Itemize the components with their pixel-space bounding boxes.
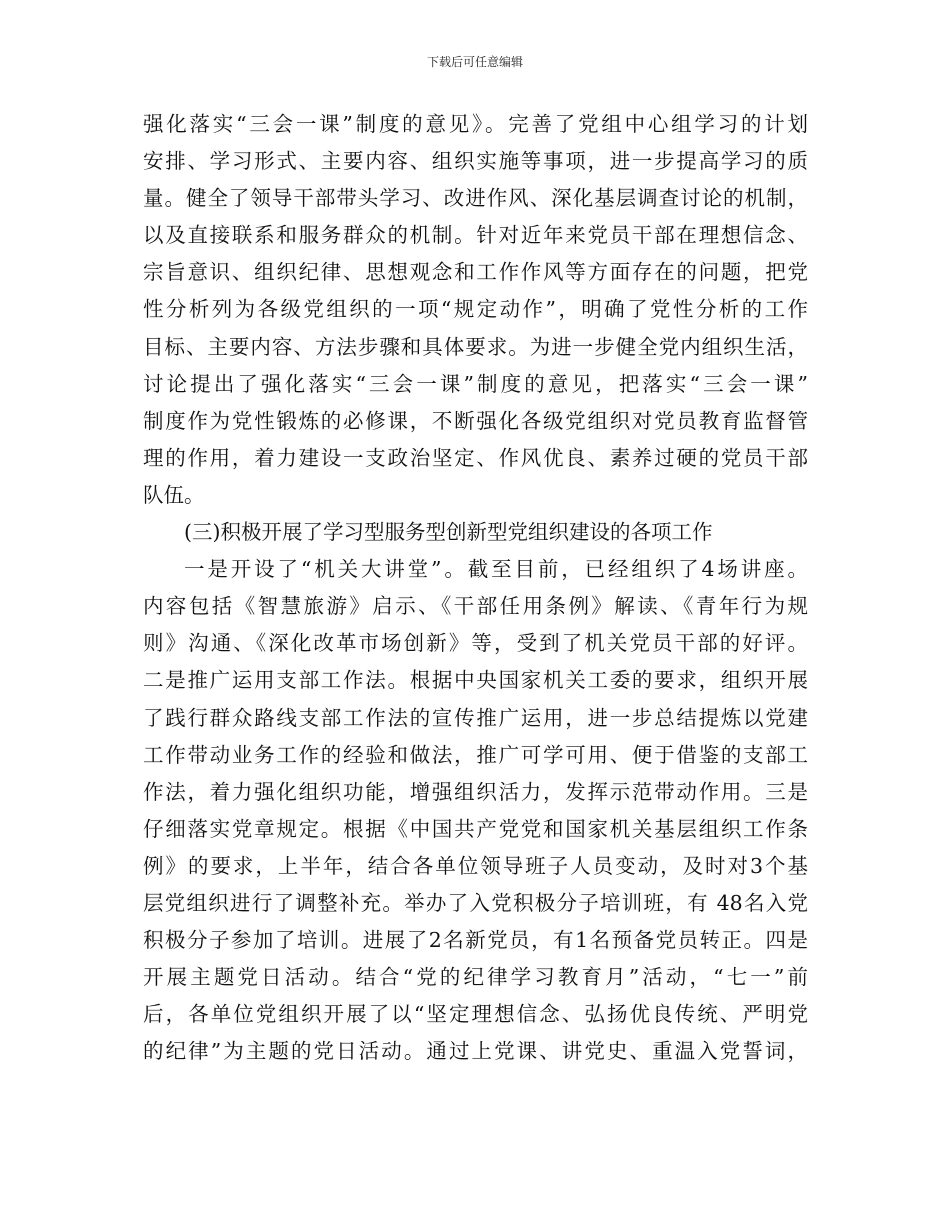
text-line: 以及直接联系和服务群众的机制。针对近年来党员干部在理想信念、 [143,223,808,248]
text-line: 一是开设了“机关大讲堂”。截至目前，已经组织了4场讲座。 [184,557,808,582]
text-line: 宗旨意识、组织纪律、思想观念和工作作风等方面存在的问题，把党 [143,260,808,285]
document-body [143,106,808,1070]
text-line: 则》沟通、《深化改革市场创新》等，受到了机关党员干部的好评。 [143,631,808,656]
text-line: 理的作用，着力建设一支政治坚定、作风优良、素养过硬的党员干部 [143,445,808,470]
text-line: 仔细落实党章规定。根据《中国共产党党和国家机关基层组织工作条 [143,816,808,841]
section-heading: (三)积极开展了学习型服务型创新型党组织建设的各项工作 [184,520,713,545]
text-line: 的纪律”为主题的党日活动。通过上党课、讲党史、重温入党誓词， [143,1039,808,1064]
text-line: 性分析列为各级党组织的一项“规定动作”，明确了党性分析的工作 [143,297,808,322]
text-line: 积极分子参加了培训。进展了2名新党员，有1名预备党员转正。四是 [143,928,808,953]
text-line: 工作带动业务工作的经验和做法，推广可学可用、便于借鉴的支部工 [143,742,808,767]
text-line: 了践行群众路线支部工作法的宣传推广运用，进一步总结提炼以党建 [143,705,808,730]
text-line: 量。健全了领导干部带头学习、改进作风、深化基层调查讨论的机制， [143,186,808,211]
text-line: 强化落实“三会一课”制度的意见》。完善了党组中心组学习的计划 [143,112,808,136]
text-line: 队伍。 [143,482,205,507]
text-line: 后，各单位党组织开展了以“坚定理想信念、弘扬优良传统、严明党 [143,1002,808,1027]
text-line: 安排、学习形式、主要内容、组织实施等事项，进一步提高学习的质 [143,149,808,174]
text-line: 制度作为党性锻炼的必修课，不断强化各级党组织对党员教育监督管 [143,408,808,433]
text-line: 作法，着力强化组织功能，增强组织活力，发挥示范带动作用。三是 [143,779,808,804]
text-line: 二是推广运用支部工作法。根据中央国家机关工委的要求，组织开展 [143,668,808,693]
text-line: 讨论提出了强化落实“三会一课”制度的意见，把落实“三会一课” [143,371,808,396]
text-line: 目标、主要内容、方法步骤和具体要求。为进一步健全党内组织生活， [143,334,808,359]
text-line: 开展主题党日活动。结合“党的纪律学习教育月”活动，“七一”前 [143,965,808,990]
text-line: 层党组织进行了调整补充。举办了入党积极分子培训班，有 48名入党 [143,890,808,915]
text-line: 内容包括《智慧旅游》启示、《干部任用条例》解读、《青年行为规 [143,594,808,619]
page-header: 下载后可任意编辑 [426,55,523,69]
text-line: 例》的要求，上半年，结合各单位领导班子人员变动，及时对3个基 [143,853,808,878]
